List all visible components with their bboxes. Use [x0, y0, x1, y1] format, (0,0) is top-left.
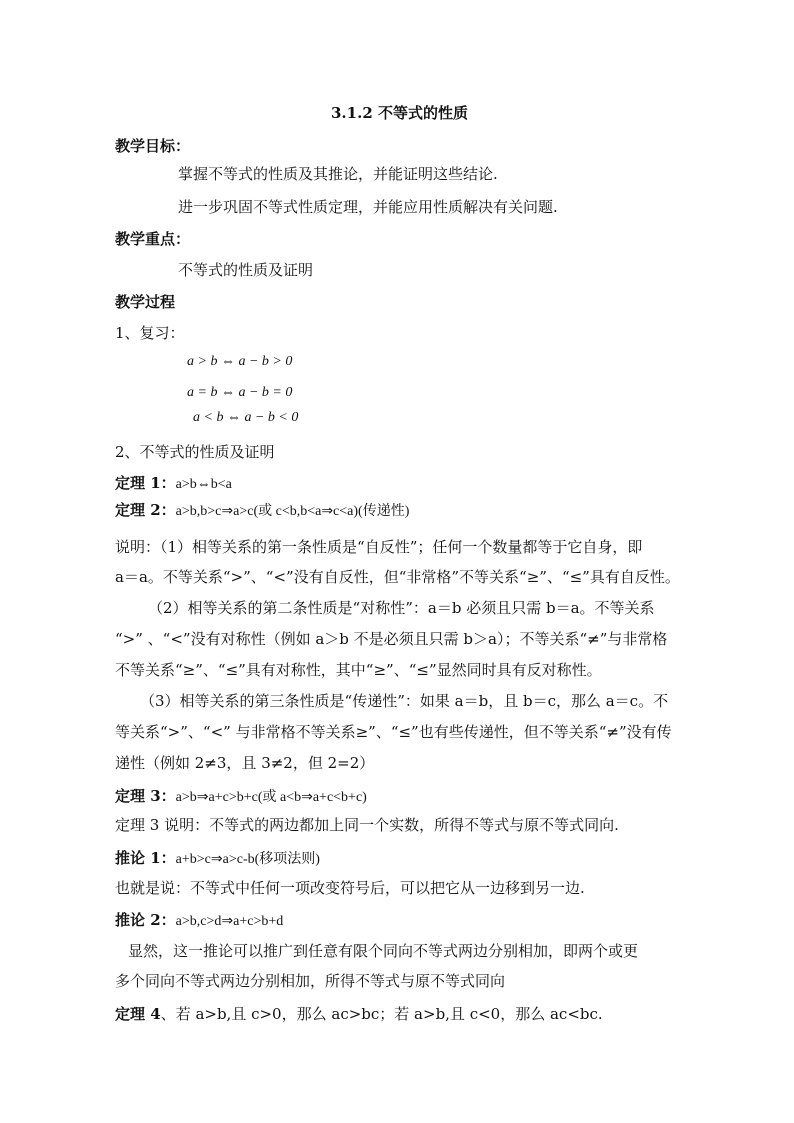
theorem-4-text: 、若 a>b,且 c>0，那么 ac>bc；若 a>b,且 c<0，那么 ac<bc.: [160, 1005, 603, 1023]
theorem-1-text: a>b⇔b<a: [175, 477, 232, 492]
theorem-1-label: 定理 1：: [115, 474, 176, 492]
corollary-2-label: 推论 2：: [115, 911, 176, 929]
corollary-2: [115, 910, 283, 932]
corollary-2-text: a>b,c>d⇒a+c>b+d: [175, 914, 284, 929]
theorem-4: [115, 1004, 603, 1024]
heading-teaching-goals: 教学目标：: [115, 137, 191, 155]
review-formula-3: a < b ⇔ a − b < 0: [193, 410, 299, 425]
corollary-2-note-line-2: 多个同向不等式两边分别相加，所得不等式与原不等式同向: [115, 972, 506, 990]
note-3-line-1: （3）相等关系的第三条性质是“传递性”：如果 a＝b，且 b＝c，那么 a＝c。不: [140, 692, 669, 710]
review-heading: 1、复习：: [115, 324, 185, 342]
theorem-4-label: 定理 4: [115, 1005, 161, 1023]
note-2-line-3: 不等关系“≥”、“≤”具有对称性，其中“≥”、“≤”显然同时具有反对称性。: [115, 661, 602, 679]
theorem-1: [115, 473, 232, 495]
corollary-2-note-line-1: 显然，这一推论可以推广到任意有限个同向不等式两边分别相加，即两个或更: [128, 942, 639, 960]
note-3-line-2: 等关系“>”、“<” 与非常格不等关系≥”、“≤”也有些传递性，但不等关系“≠”没有传: [115, 723, 672, 741]
corollary-1-text: a+b>c⇒a>c-b(移项法则): [175, 852, 320, 867]
note-2-line-1: （2）相等关系的第二条性质是“对称性”：a＝b 必须且只需 b＝a。不等关系: [148, 599, 655, 617]
section-2-heading: 2、不等式的性质及证明: [115, 443, 275, 461]
theorem-2-label: 定理 2：: [115, 501, 176, 519]
goal-line-2: 进一步巩固不等式性质定理，并能应用性质解决有关问题.: [178, 198, 558, 216]
theorem-3-text: a>b⇒a+c>b+c(或 a<b⇒a+c<b+c): [175, 790, 367, 805]
theorem-3: [115, 786, 367, 808]
corollary-1-label: 推论 1：: [115, 849, 176, 867]
goal-line-1: 掌握不等式的性质及其推论，并能证明这些结论.: [178, 165, 498, 183]
corollary-1-note: 也就是说：不等式中任何一项改变符号后，可以把它从一边移到另一边.: [115, 879, 585, 897]
note-1-line-1: 说明：（1）相等关系的第一条性质是“自反性”；任何一个数量都等于它自身，即: [115, 538, 643, 556]
corollary-1: [115, 848, 320, 870]
review-formula-2: a = b ⇔ a − b = 0: [187, 385, 293, 400]
key-point-line: 不等式的性质及证明: [178, 261, 314, 279]
theorem-3-label: 定理 3：: [115, 787, 176, 805]
note-1-line-2: a＝a。不等关系“>”、“<”没有自反性，但“非常格”不等关系“≥”、“≤”具有自反性。: [115, 568, 680, 586]
heading-key-points: 教学重点：: [115, 230, 191, 248]
heading-teaching-process: 教学过程: [115, 293, 176, 311]
theorem-2-text: a>b,b>c⇒a>c(或 c<b,b<a⇒c<a)(传递性): [175, 504, 410, 519]
review-formula-1: a > b ⇔ a − b > 0: [187, 354, 293, 369]
theorem-2: [115, 500, 409, 522]
page-title: 3.1.2 不等式的性质: [331, 104, 468, 122]
theorem-3-note: 定理 3 说明：不等式的两边都加上同一个实数，所得不等式与原不等式同向.: [115, 816, 619, 834]
note-2-line-2: “>” 、“<”没有对称性（例如 a＞b 不是必须且只需 b＞a）；不等关系“≠”与非常格: [115, 630, 668, 648]
note-3-line-3: 递性（例如 2≠3，且 3≠2，但 2=2）: [115, 754, 375, 772]
